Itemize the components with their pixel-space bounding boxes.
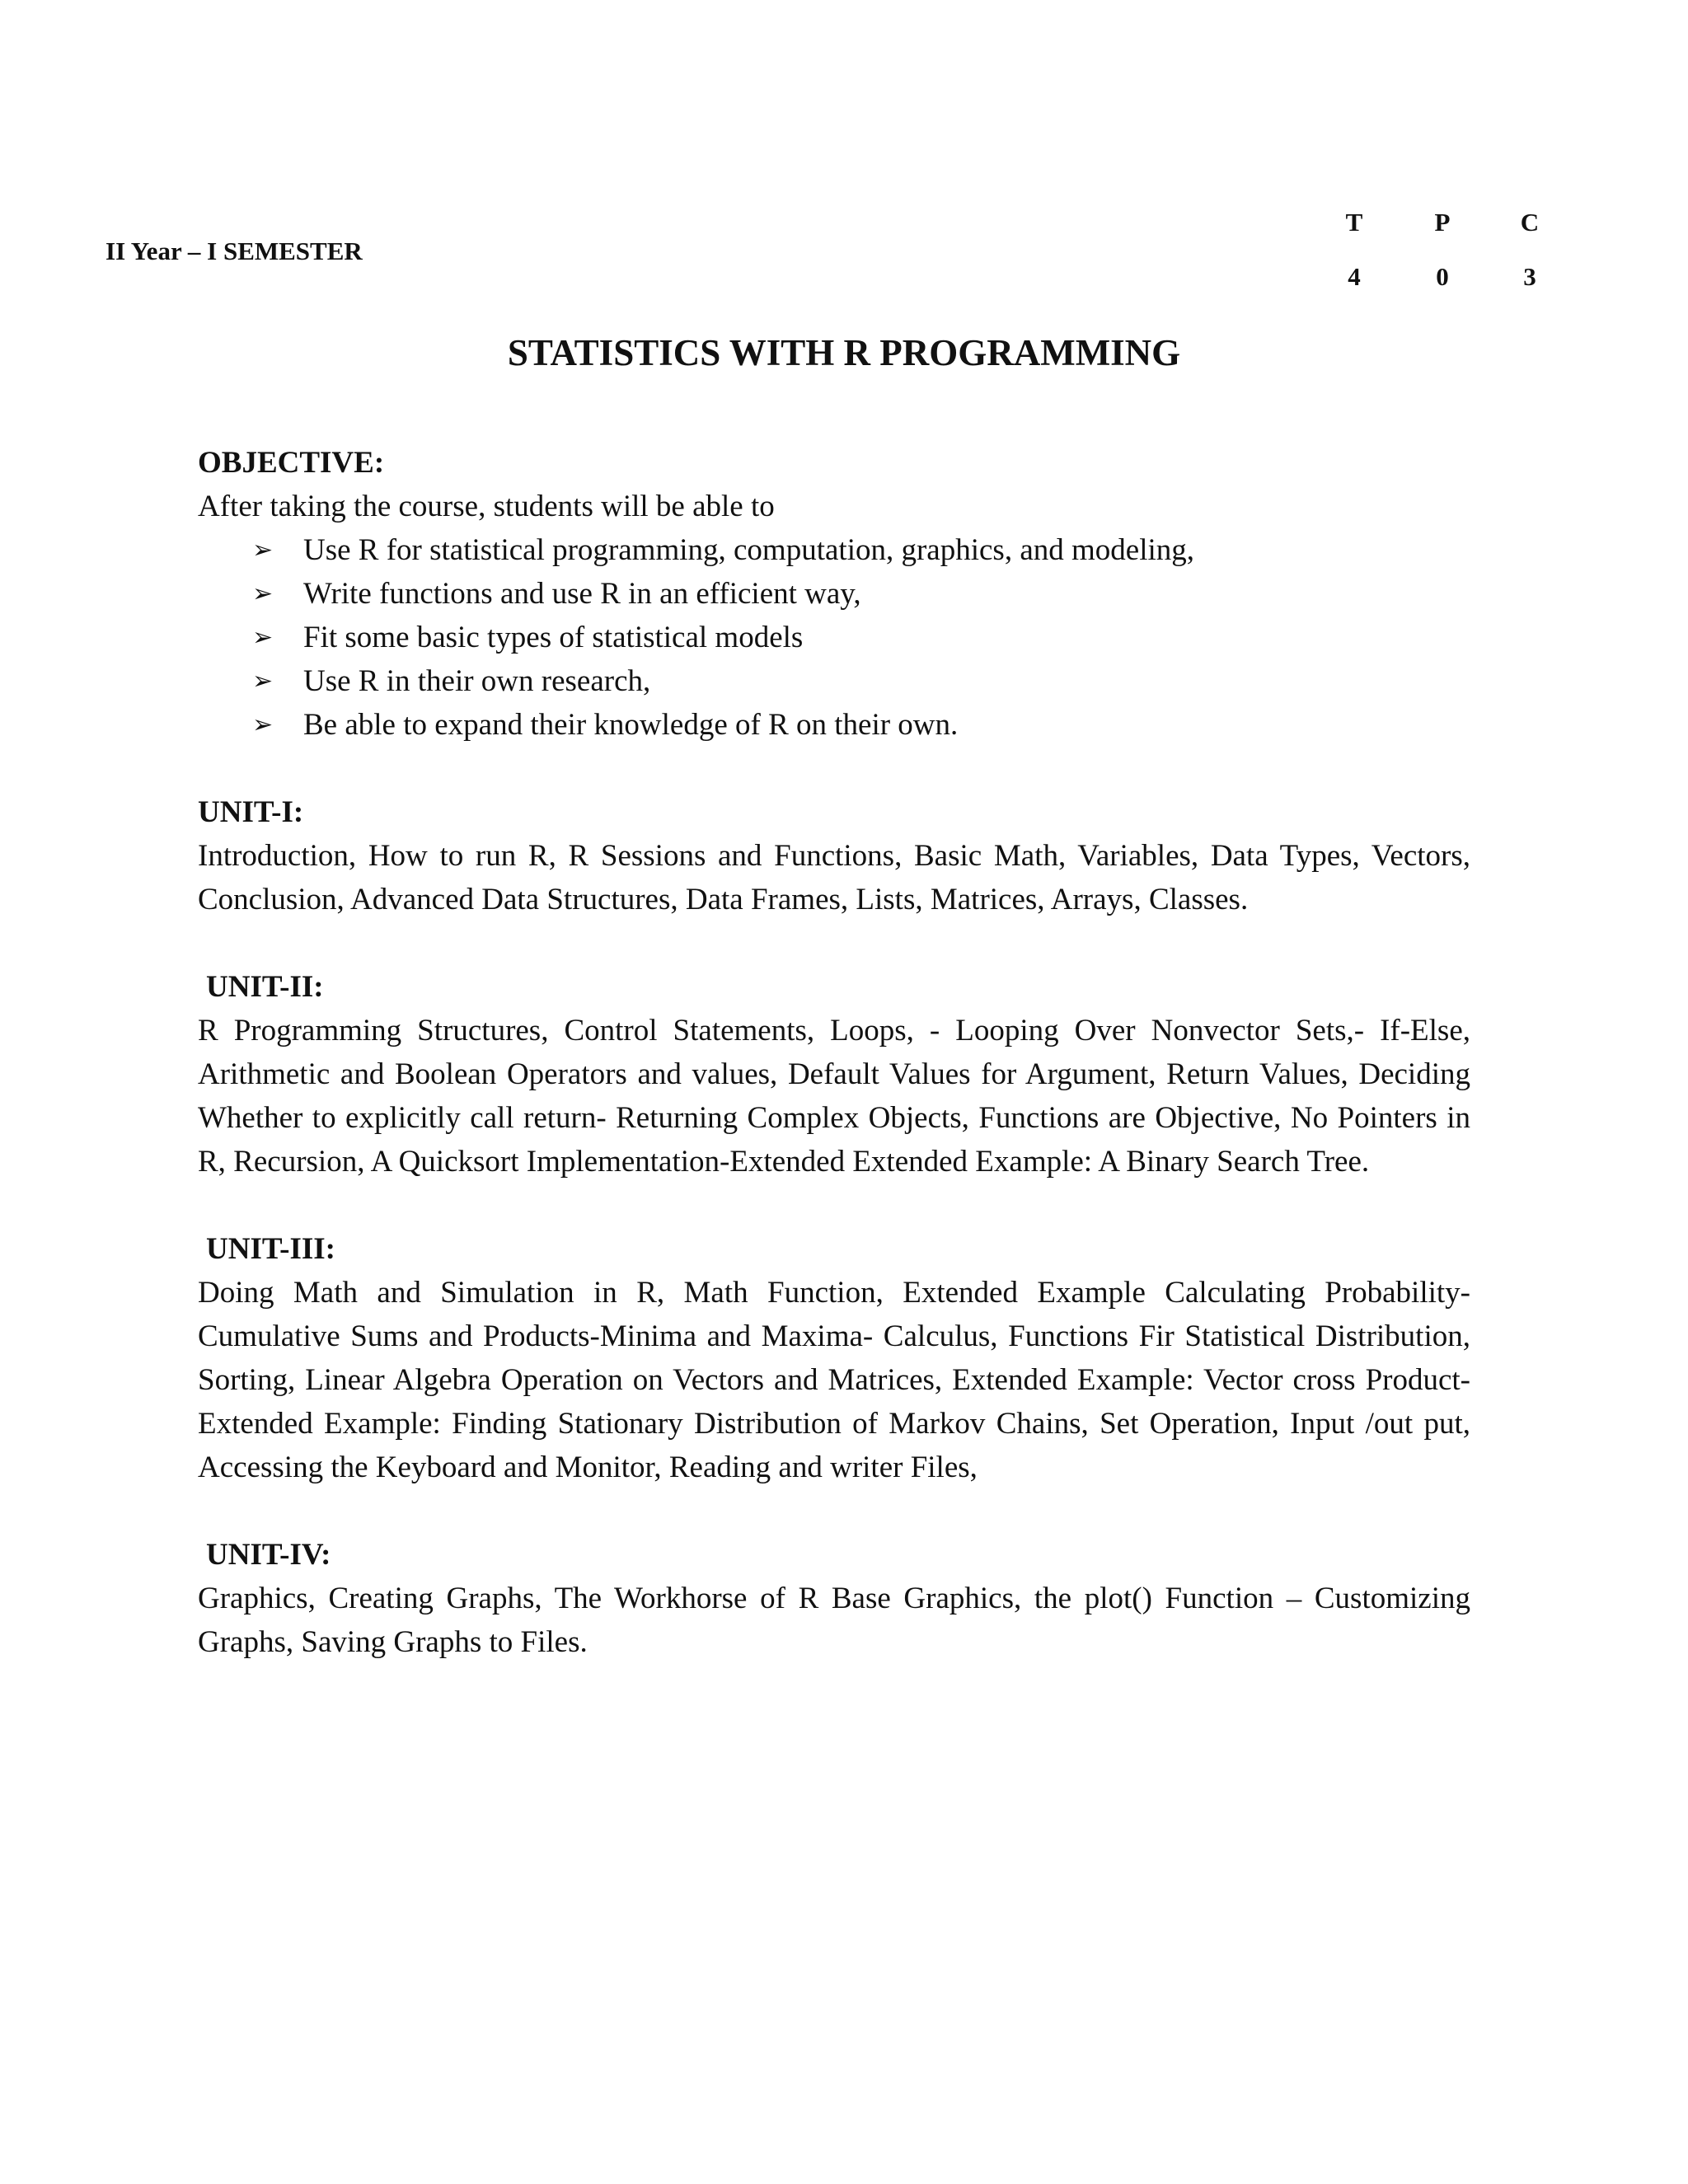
unit-1-section [198,790,1470,921]
arrow-bullet-icon: ➢ [252,536,274,565]
credit-value-t: 4 [1348,262,1361,291]
list-item [252,572,1470,616]
unit-3-text: Doing Math and Simulation in R, Math Function, Extended Example Calculating Probability- Cumulative Sums and Products-Minima and Maxima- Calculus, Functions Fir Statistical Distribution, Sorting, Linear Algebra Operation on Vectors and Matrices, Extended Example: Vector cross Product- Extended Example: Finding Stationary Distribution of Markov Chains, Set Operation, Input /out put, Accessing the Keyboard and Monitor, Reading and writer Files, [198,1276,1470,1484]
objective-section [198,441,1470,747]
credit-value-p: 0 [1436,262,1449,291]
unit-2-text: R Programming Structures, Control Statements, Loops, - Looping Over Nonvector Sets,- If-Else, Arithmetic and Boolean Operators and values, Default Values for Argument, Return Values, Deciding Whether to explicitly call return- Returning Complex Objects, Functions are Objective, No Pointers in R, Recursion, A Quicksort Implementation-Extended Extended Example: A Binary Search Tree. [198,1014,1470,1179]
unit-4-section [198,1533,1470,1664]
credit-label-t: T [1345,208,1363,237]
arrow-bullet-icon: ➢ [252,667,274,696]
arrow-bullet-icon: ➢ [252,623,274,652]
unit-1-heading: UNIT-I: [198,795,304,829]
syllabus-content [198,441,1470,1664]
list-item [252,616,1470,659]
arrow-bullet-icon: ➢ [252,710,274,739]
list-item-text: Be able to expand their knowledge of R on their own. [303,708,959,742]
list-item-text: Write functions and use R in an efficient way, [303,577,861,611]
unit-2-heading: UNIT-II: [206,970,324,1004]
list-item [252,659,1470,703]
unit-2-section [198,965,1470,1183]
credit-label-p: P [1434,208,1451,237]
arrow-bullet-icon: ➢ [252,579,274,608]
objective-intro: After taking the course, students will be able to [198,490,775,523]
unit-4-text: Graphics, Creating Graphs, The Workhorse of R Base Graphics, the plot() Function – Customizing Graphs, Saving Graphs to Files. [198,1582,1470,1659]
course-title: STATISTICS WITH R PROGRAMMING [507,332,1181,373]
list-item [252,703,1470,747]
unit-1-text: Introduction, How to run R, R Sessions and Functions, Basic Math, Variables, Data Types, Vectors, Conclusion, Advanced Data Structures, Data Frames, Lists, Matrices, Arrays, Classes. [198,839,1470,916]
unit-3-heading: UNIT-III: [206,1232,335,1266]
credit-value-c: 3 [1523,262,1536,291]
objective-list [198,528,1470,747]
credit-label-c: C [1520,208,1540,237]
list-item-text: Fit some basic types of statistical models [303,621,804,654]
unit-3-section [198,1227,1470,1489]
unit-4-heading: UNIT-IV: [206,1538,331,1572]
semester-label: II Year – I SEMESTER [106,237,363,265]
list-item-text: Use R for statistical programming, computation, graphics, and modeling, [303,533,1195,567]
list-item [252,528,1470,572]
list-item-text: Use R in their own research, [303,664,651,698]
objective-heading: OBJECTIVE: [198,446,385,480]
